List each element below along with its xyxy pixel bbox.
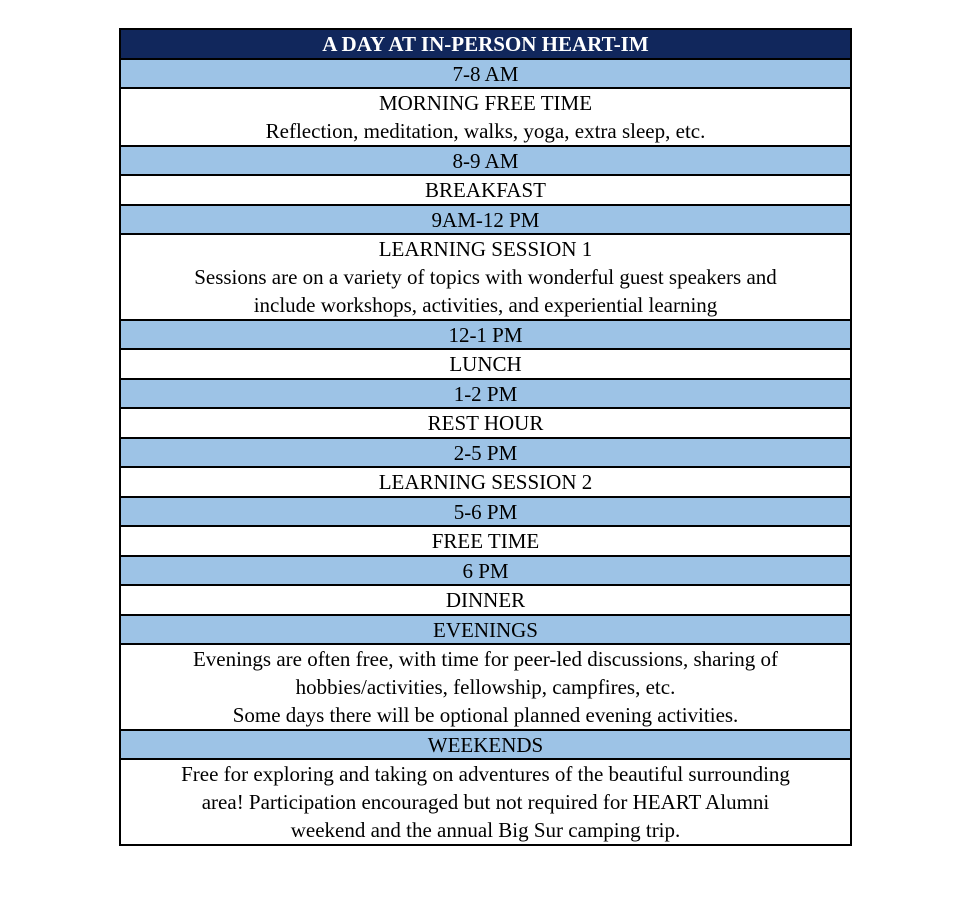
activity-cell <box>120 526 851 556</box>
activity-row <box>120 467 851 497</box>
activity-row <box>120 585 851 615</box>
time-slot-label: 7-8 AM <box>120 59 851 88</box>
activity-name: Free for exploring and taking on adventures of the beautiful surrounding <box>181 762 790 786</box>
activity-name: FREE TIME <box>431 529 540 553</box>
time-row <box>120 379 851 408</box>
activity-name: LUNCH <box>449 352 522 376</box>
activity-description: hobbies/activities, fellowship, campfires, etc. <box>295 675 676 699</box>
activity-row <box>120 759 851 845</box>
activity-name: LEARNING SESSION 1 <box>378 237 593 261</box>
activity-description: Reflection, meditation, walks, yoga, extra sleep, etc. <box>265 119 706 143</box>
activity-row <box>120 88 851 146</box>
activity-row <box>120 349 851 379</box>
activity-cell <box>120 234 851 320</box>
time-slot-label: 1-2 PM <box>120 379 851 408</box>
time-slot-label: 5-6 PM <box>120 497 851 526</box>
activity-cell <box>120 759 851 845</box>
schedule-table <box>119 28 852 846</box>
activity-description: weekend and the annual Big Sur camping trip. <box>290 818 681 842</box>
activity-name: REST HOUR <box>427 411 544 435</box>
time-row <box>120 59 851 88</box>
activity-name: BREAKFAST <box>425 178 546 202</box>
time-slot-label: WEEKENDS <box>120 730 851 759</box>
time-slot-label: 8-9 AM <box>120 146 851 175</box>
activity-cell <box>120 175 851 205</box>
time-slot-label: 2-5 PM <box>120 438 851 467</box>
activity-cell <box>120 644 851 730</box>
activity-row <box>120 408 851 438</box>
time-row <box>120 556 851 585</box>
time-row <box>120 730 851 759</box>
time-row <box>120 205 851 234</box>
time-row <box>120 615 851 644</box>
activity-name: MORNING FREE TIME <box>378 91 593 115</box>
activity-row <box>120 175 851 205</box>
activity-row <box>120 234 851 320</box>
time-slot-label: 12-1 PM <box>120 320 851 349</box>
time-row <box>120 320 851 349</box>
time-row <box>120 146 851 175</box>
schedule-title: A DAY AT IN-PERSON HEART-IM <box>120 29 851 59</box>
time-slot-label: 9AM-12 PM <box>120 205 851 234</box>
activity-row <box>120 644 851 730</box>
activity-row <box>120 526 851 556</box>
activity-description: area! Participation encouraged but not required for HEART Alumni <box>201 790 770 814</box>
activity-cell <box>120 408 851 438</box>
activity-description: include workshops, activities, and experiential learning <box>253 293 718 317</box>
activity-cell <box>120 349 851 379</box>
title-row <box>120 29 851 59</box>
activity-cell <box>120 467 851 497</box>
time-slot-label: EVENINGS <box>120 615 851 644</box>
activity-cell <box>120 585 851 615</box>
activity-description: Sessions are on a variety of topics with wonderful guest speakers and <box>194 265 777 289</box>
activity-cell <box>120 88 851 146</box>
schedule-body <box>120 29 851 845</box>
activity-name: Evenings are often free, with time for peer-led discussions, sharing of <box>192 647 779 671</box>
time-row <box>120 438 851 467</box>
activity-name: LEARNING SESSION 2 <box>378 470 593 494</box>
time-slot-label: 6 PM <box>120 556 851 585</box>
time-row <box>120 497 851 526</box>
activity-name: DINNER <box>445 588 526 612</box>
activity-description: Some days there will be optional planned evening activities. <box>232 703 739 727</box>
